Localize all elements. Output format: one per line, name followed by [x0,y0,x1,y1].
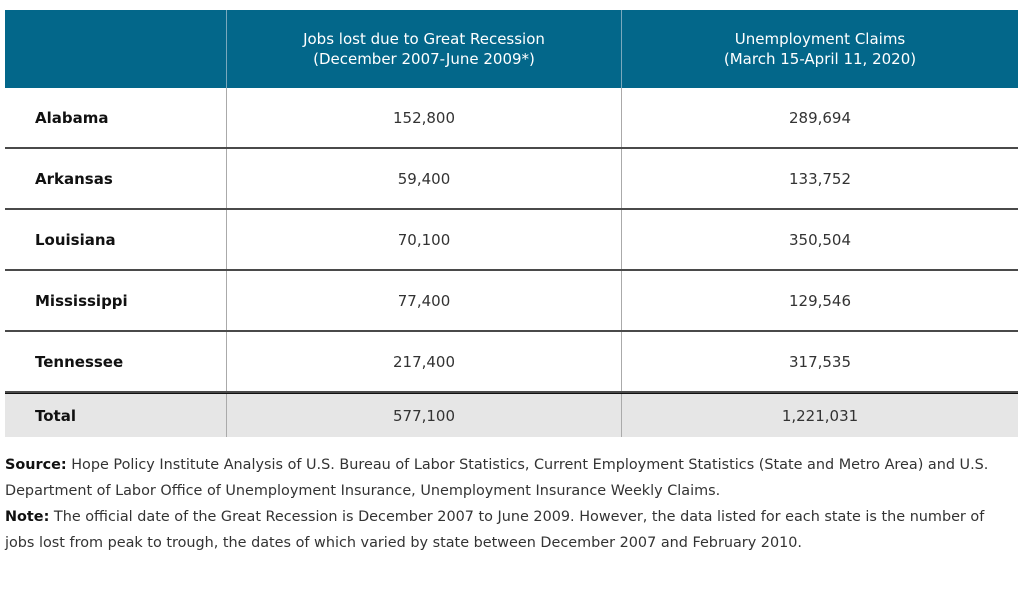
table-header [5,10,1018,88]
total-label: Total [35,406,76,425]
header-state [5,10,226,88]
jobs-lost-cell: 59,400 [226,149,621,208]
source-note [5,452,1018,504]
claims-cell: 350,504 [621,210,1018,269]
jobs-lost-cell: 217,400 [226,332,621,391]
header-claims: Unemployment Claims (March 15-April 11, 2020) [621,10,1018,88]
jobs-lost-cell: 70,100 [226,210,621,269]
table-row [5,149,1018,210]
state-cell: Mississippi [35,291,128,310]
total-claims: 1,221,031 [621,394,1018,437]
claims-cell: 317,535 [621,332,1018,391]
note-label: Note: [5,509,50,525]
state-cell: Alabama [35,108,109,127]
state-cell: Louisiana [35,230,116,249]
state-cell: Tennessee [35,352,124,371]
claims-cell: 289,694 [621,88,1018,147]
source-text: Hope Policy Institute Analysis of U.S. Bureau of Labor Statistics, Current Employment Statistics (State and Metro Area) and U.S. Department of Labor Office of Unemployment Insurance, Unemployment Insurance Weekly Claims. [5,457,989,499]
table-row [5,332,1018,393]
header-jobs-lost: Jobs lost due to Great Recession (December 2007-June 2009*) [226,10,621,88]
jobs-lost-cell: 77,400 [226,271,621,330]
note-text: The official date of the Great Recession is December 2007 to June 2009. However, the data listed for each state is the number of jobs lost from peak to trough, the dates of which varied by state between December 2007 and February 2010. [5,509,985,551]
claims-cell: 133,752 [621,149,1018,208]
note [5,504,1018,556]
total-jobs-lost: 577,100 [226,394,621,437]
claims-cell: 129,546 [621,271,1018,330]
footnotes [5,452,1018,556]
table-row [5,271,1018,332]
total-row [5,393,1018,437]
jobs-lost-cell: 152,800 [226,88,621,147]
table-row [5,210,1018,271]
source-label: Source: [5,457,67,473]
table-row [5,88,1018,149]
data-table [5,10,1018,437]
state-cell: Arkansas [35,169,113,188]
